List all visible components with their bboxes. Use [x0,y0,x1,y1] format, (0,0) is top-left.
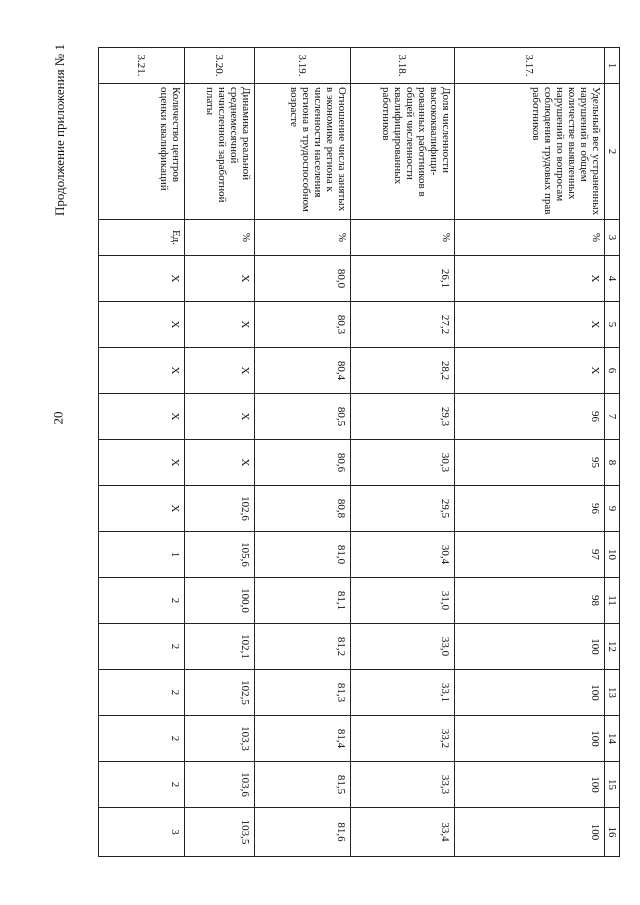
value-cell: 95 [455,440,605,486]
unit-cell: % [455,220,605,256]
appendix-continuation-note [40,30,80,230]
value-cell: 29,5 [351,486,455,532]
row-number: 3.20. [185,48,255,84]
indicators-table-wrapper [100,47,620,852]
header-cell: 14 [605,716,620,762]
value-cell: 2 [99,716,185,762]
value-cell: 2 [99,762,185,808]
value-cell: 80,5 [255,394,351,440]
value-cell: 102,5 [185,670,255,716]
value-cell: 103,3 [185,716,255,762]
value-cell: X [99,440,185,486]
header-cell: 6 [605,348,620,394]
value-cell: 33,2 [351,716,455,762]
value-cell: 80,4 [255,348,351,394]
value-cell: 80,6 [255,440,351,486]
value-cell: 33,0 [351,624,455,670]
value-cell: 100 [455,762,605,808]
value-cell: 100 [455,808,605,857]
header-cell: 16 [605,808,620,857]
value-cell: 100,0 [185,578,255,624]
value-cell: X [99,486,185,532]
value-cell: 102,6 [185,486,255,532]
appendix-note-text: Продолжение приложения № 1 [52,44,67,216]
value-cell: X [99,348,185,394]
indicator-name: Доля численности высококвалифици-рованных работников в общей численности квалифицированных работников [351,84,455,220]
header-cell: 11 [605,578,620,624]
header-row [605,48,620,857]
value-cell: 81,2 [255,624,351,670]
value-cell: 31,0 [351,578,455,624]
value-cell: 98 [455,578,605,624]
rotated-table-container [100,47,620,852]
value-cell: 30,3 [351,440,455,486]
value-cell: 81,5 [255,762,351,808]
value-cell: 102,1 [185,624,255,670]
value-cell: 97 [455,532,605,578]
value-cell: 33,4 [351,808,455,857]
table-row [185,48,255,857]
header-cell: 3 [605,220,620,256]
value-cell: 3 [99,808,185,857]
row-number: 3.19. [255,48,351,84]
value-cell: 81,1 [255,578,351,624]
value-cell: 100 [455,624,605,670]
table-row [255,48,351,857]
header-cell: 8 [605,440,620,486]
value-cell: X [455,256,605,302]
value-cell: 2 [99,578,185,624]
row-number: 3.21. [99,48,185,84]
value-cell: 100 [455,716,605,762]
value-cell: X [185,302,255,348]
value-cell: 28,2 [351,348,455,394]
page-number [50,404,70,432]
header-cell: 2 [605,84,620,220]
value-cell: 96 [455,486,605,532]
page-number-text: 20 [50,411,66,425]
value-cell: 81,3 [255,670,351,716]
value-cell: X [185,394,255,440]
value-cell: 81,0 [255,532,351,578]
value-cell: 33,3 [351,762,455,808]
value-cell: 26,1 [351,256,455,302]
value-cell: 96 [455,394,605,440]
row-number: 3.18. [351,48,455,84]
value-cell: 105,6 [185,532,255,578]
value-cell: X [185,440,255,486]
value-cell: 2 [99,670,185,716]
value-cell: 103,6 [185,762,255,808]
value-cell: X [455,302,605,348]
header-cell: 10 [605,532,620,578]
header-cell: 7 [605,394,620,440]
value-cell: 103,5 [185,808,255,857]
value-cell: X [185,256,255,302]
value-cell: X [99,394,185,440]
header-cell: 15 [605,762,620,808]
table-row [455,48,605,857]
value-cell: 80,3 [255,302,351,348]
header-cell: 12 [605,624,620,670]
value-cell: 29,3 [351,394,455,440]
header-cell: 13 [605,670,620,716]
header-cell: 5 [605,302,620,348]
unit-cell: % [351,220,455,256]
unit-cell: % [255,220,351,256]
value-cell: 33,1 [351,670,455,716]
unit-cell: Ед. [99,220,185,256]
indicator-name: Количество центров оценки квалификаций [99,84,185,220]
row-number: 3.17. [455,48,605,84]
indicators-table [98,47,620,857]
value-cell: 100 [455,670,605,716]
header-cell: 4 [605,256,620,302]
value-cell: 1 [99,532,185,578]
value-cell: 2 [99,624,185,670]
value-cell: 30,4 [351,532,455,578]
unit-cell: % [185,220,255,256]
table-row [99,48,185,857]
value-cell: X [185,348,255,394]
value-cell: X [99,256,185,302]
value-cell: 27,2 [351,302,455,348]
table-row [351,48,455,857]
value-cell: 81,4 [255,716,351,762]
value-cell: X [99,302,185,348]
header-cell: 9 [605,486,620,532]
indicator-name: Удельный вес устраненных нарушений в общем количестве выявленных нарушений по вопросам соблюдения трудовых прав работников [455,84,605,220]
indicator-name: Динамика реальной среднемесячной начисленной заработной платы [185,84,255,220]
value-cell: X [455,348,605,394]
value-cell: 81,6 [255,808,351,857]
header-cell: 1 [605,48,620,84]
value-cell: 80,8 [255,486,351,532]
indicator-name: Отношение числа занятых в экономике региона к численности населения региона в трудоспособном возрасте [255,84,351,220]
value-cell: 80,0 [255,256,351,302]
